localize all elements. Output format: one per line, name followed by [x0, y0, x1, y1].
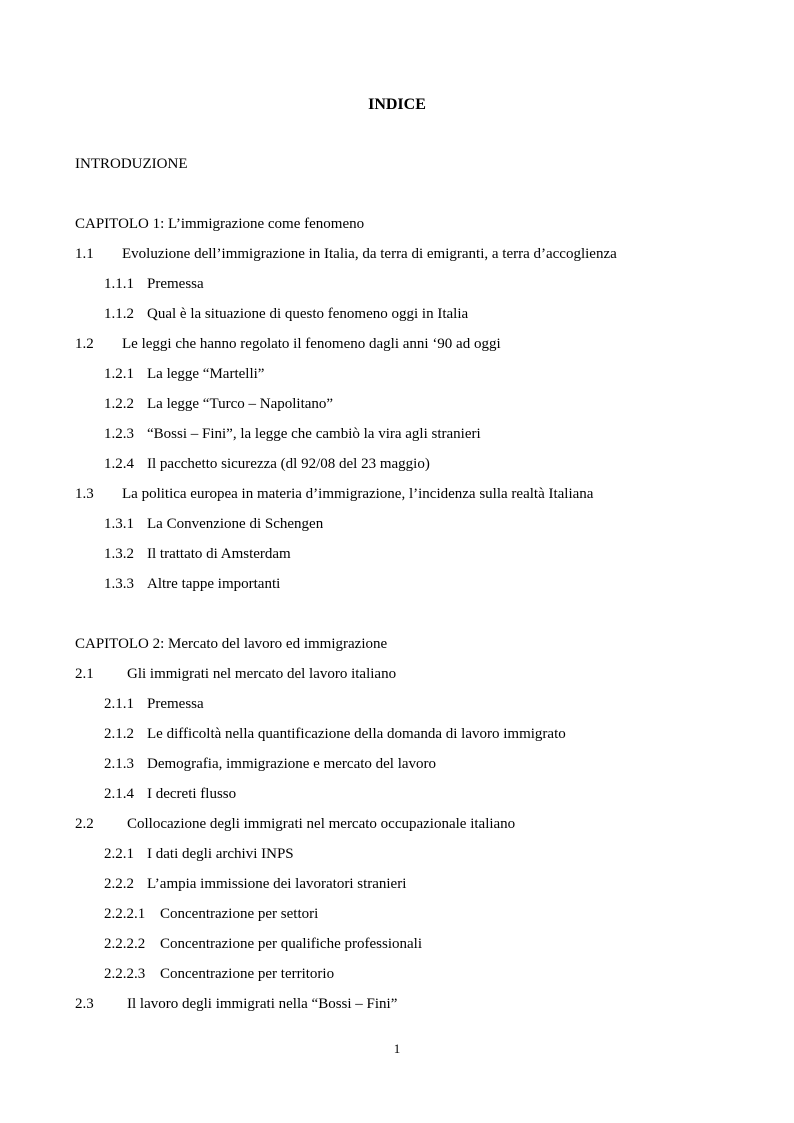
toc-entry-number: 2.3	[75, 996, 94, 1012]
toc-entry-number: 2.1.1	[104, 696, 134, 712]
toc-subsubsection-2-2-2-3	[0, 963, 794, 993]
toc-entry-number: 2.2.2.1	[104, 906, 146, 922]
toc-entry-number: 1.2.2	[104, 396, 134, 412]
toc-entry-text: Concentrazione per settori	[160, 906, 319, 922]
toc-entry-text: La legge “Turco – Napolitano”	[147, 396, 334, 412]
toc-entry-number: 1.3.1	[104, 516, 134, 532]
toc-subsection-1-2-2	[0, 393, 794, 423]
toc-entry-text: CAPITOLO 1: L’immigrazione come fenomeno	[75, 216, 365, 232]
toc-entry-text: Collocazione degli immigrati nel mercato occupazionale italiano	[127, 816, 516, 832]
toc-entry-number: 2.2	[75, 816, 94, 832]
toc-subsection-1-1-2	[0, 303, 794, 333]
toc-section-1-2	[0, 333, 794, 363]
toc-subsection-1-2-4	[0, 453, 794, 483]
toc-entry-number: 1.3.2	[104, 546, 134, 562]
toc-entry-text: Il pacchetto sicurezza (dl 92/08 del 23 maggio)	[147, 456, 430, 472]
toc-entry-text: Demografia, immigrazione e mercato del lavoro	[147, 756, 437, 772]
toc-entry-number: 2.2.1	[104, 846, 134, 862]
toc-entry-number: 1.3.3	[104, 576, 134, 592]
toc-subsection-2-2-2	[0, 873, 794, 903]
toc-entry-text: Le leggi che hanno regolato il fenomeno dagli anni ‘90 ad oggi	[122, 336, 501, 352]
toc-entry-number: 1.1.1	[104, 276, 134, 292]
toc-subsubsection-2-2-2-1	[0, 903, 794, 933]
toc-section-2-2	[0, 813, 794, 843]
toc-entry-text: Altre tappe importanti	[147, 576, 281, 592]
toc-entry-text: Gli immigrati nel mercato del lavoro italiano	[127, 666, 397, 682]
toc-subsubsection-2-2-2-2	[0, 933, 794, 963]
toc-subsection-2-2-1	[0, 843, 794, 873]
toc-subsection-1-3-3	[0, 573, 794, 603]
toc-entry-number: 1.2.3	[104, 426, 134, 442]
toc-section-2-3	[0, 993, 794, 1023]
toc-entry-number: 1.2	[75, 336, 94, 352]
toc-entry-number: 1.2.1	[104, 366, 134, 382]
toc-subsection-1-2-3	[0, 423, 794, 453]
toc-subsection-2-1-4	[0, 783, 794, 813]
toc-entry-number: 2.1.4	[104, 786, 134, 802]
page-number: 1	[393, 1041, 401, 1056]
toc-entry-text: Evoluzione dell’immigrazione in Italia, da terra di emigranti, a terra d’accoglienza	[122, 246, 617, 262]
toc-entry-text: I decreti flusso	[147, 786, 237, 802]
toc-entry-number: 1.3	[75, 486, 94, 502]
toc-chapter-2	[0, 633, 794, 663]
toc-section-2-1	[0, 663, 794, 693]
toc-section-1-1	[0, 243, 794, 273]
table-of-contents	[0, 213, 794, 1023]
toc-entry-number: 1.1	[75, 246, 94, 262]
page-title: INDICE	[368, 96, 426, 113]
toc-entry-number: 2.2.2	[104, 876, 134, 892]
toc-entry-text: “Bossi – Fini”, la legge che cambiò la vira agli stranieri	[147, 426, 481, 442]
toc-subsection-2-1-2	[0, 723, 794, 753]
toc-subsection-1-3-1	[0, 513, 794, 543]
toc-entry-number: 2.1	[75, 666, 94, 682]
toc-entry-text: Concentrazione per territorio	[160, 966, 335, 982]
toc-entry-number: 2.1.2	[104, 726, 134, 742]
toc-entry-text: Il trattato di Amsterdam	[147, 546, 291, 562]
toc-subsection-1-3-2	[0, 543, 794, 573]
toc-section-1-3	[0, 483, 794, 513]
toc-entry-text: Le difficoltà nella quantificazione della domanda di lavoro immigrato	[147, 726, 566, 742]
toc-entry-number: 1.2.4	[104, 456, 134, 472]
toc-subsection-2-1-1	[0, 693, 794, 723]
toc-subsection-2-1-3	[0, 753, 794, 783]
toc-entry-number: 2.1.3	[104, 756, 134, 772]
toc-entry-text: Qual è la situazione di questo fenomeno oggi in Italia	[147, 306, 469, 322]
toc-entry-text: La Convenzione di Schengen	[147, 516, 324, 532]
toc-chapter-1	[0, 213, 794, 243]
toc-entry-number: 2.2.2.3	[104, 966, 146, 982]
toc-entry-text: I dati degli archivi INPS	[147, 846, 294, 862]
toc-entry-text: Concentrazione per qualifiche professionali	[160, 936, 422, 952]
toc-entry-text: Premessa	[147, 276, 204, 292]
toc-entry-text: CAPITOLO 2: Mercato del lavoro ed immigrazione	[75, 636, 388, 652]
toc-entry-text: Premessa	[147, 696, 204, 712]
toc-subsection-1-1-1	[0, 273, 794, 303]
toc-entry-text: Il lavoro degli immigrati nella “Bossi – Fini”	[127, 996, 398, 1012]
toc-entry-text: L’ampia immissione dei lavoratori stranieri	[147, 876, 407, 892]
toc-entry-number: 1.1.2	[104, 306, 134, 322]
toc-entry-number: 2.2.2.2	[104, 936, 146, 952]
toc-introduction: INTRODUZIONE	[75, 156, 188, 172]
toc-subsection-1-2-1	[0, 363, 794, 393]
toc-entry-text: La legge “Martelli”	[147, 366, 265, 382]
toc-entry-text: La politica europea in materia d’immigrazione, l’incidenza sulla realtà Italiana	[122, 486, 594, 502]
